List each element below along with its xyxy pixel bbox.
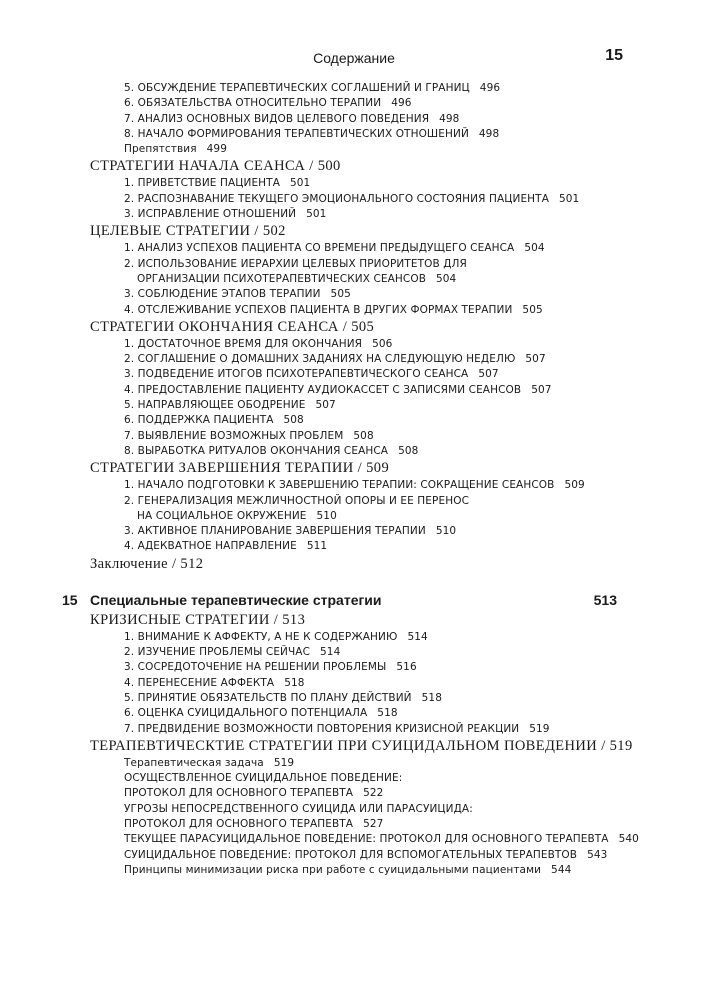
toc-item[interactable]	[0, 81, 708, 96]
toc-item-page: 505	[330, 288, 351, 301]
toc-item[interactable]	[0, 832, 708, 847]
toc-item-title: 7. ВЫЯВЛЕНИЕ ВОЗМОЖНЫХ ПРОБЛЕМ	[124, 429, 344, 442]
toc-item[interactable]	[0, 303, 708, 318]
toc-item[interactable]	[0, 645, 708, 660]
toc-item-title: 8. ВЫРАБОТКА РИТУАЛОВ ОКОНЧАНИЯ СЕАНСА	[124, 444, 389, 457]
toc-item-page: 508	[283, 414, 304, 427]
toc-item-page: 514	[407, 630, 428, 643]
toc-item[interactable]	[0, 383, 708, 398]
toc-section-heading[interactable]: СТРАТЕГИИ ОКОНЧАНИЯ СЕАНСА / 505	[90, 318, 375, 335]
toc-item-title: СУИЦИДАЛЬНОЕ ПОВЕДЕНИЕ: ПРОТОКОЛ ДЛЯ ВСПОМОГАТЕЛЬНЫХ ТЕРАПЕВТОВ	[124, 848, 578, 861]
toc-item[interactable]	[0, 287, 708, 302]
chapter-number: 15	[62, 591, 78, 608]
toc-item-title: 1. ПРИВЕТСТВИЕ ПАЦИЕНТА	[124, 177, 280, 190]
toc-item-page: 507	[478, 368, 499, 381]
toc-item-title: НА СОЦИАЛЬНОЕ ОКРУЖЕНИЕ	[137, 509, 307, 522]
toc-item-page: 544	[551, 863, 572, 876]
toc-item[interactable]	[0, 352, 708, 367]
toc-item-page: 507	[525, 353, 546, 366]
toc-section-heading[interactable]: КРИЗИСНЫЕ СТРАТЕГИИ / 513	[90, 611, 306, 628]
toc-item-title: 4. ОТСЛЕЖИВАНИЕ УСПЕХОВ ПАЦИЕНТА В ДРУГИХ ФОРМАХ ТЕРАПИИ	[124, 303, 513, 316]
toc-item[interactable]	[0, 127, 708, 142]
toc-item-title: 2. ГЕНЕРАЛИЗАЦИЯ МЕЖЛИЧНОСТНОЙ ОПОРЫ И ЕЕ ПЕРЕНОС	[124, 494, 469, 507]
toc-item[interactable]	[0, 337, 708, 352]
toc-item-title: УГРОЗЫ НЕПОСРЕДСТВЕННОГО СУИЦИДА ИЛИ ПАРАСУИЦИДА:	[124, 802, 473, 815]
toc-item[interactable]	[0, 142, 708, 157]
toc-item-title: 6. ПОДДЕРЖКА ПАЦИЕНТА	[124, 414, 274, 427]
toc-item-page: 505	[522, 303, 543, 316]
toc-conclusion[interactable]: Заключение / 512	[90, 555, 204, 572]
toc-item-title: 3. СОБЛЮДЕНИЕ ЭТАПОВ ТЕРАПИИ	[124, 288, 321, 301]
toc-item-page: 518	[284, 676, 305, 689]
toc-item-title: Препятствия	[124, 143, 197, 156]
toc-item-page: 510	[316, 509, 337, 522]
toc-item[interactable]	[0, 429, 708, 444]
toc-item-title: 5. ОБСУЖДЕНИЕ ТЕРАПЕВТИЧЕСКИХ СОГЛАШЕНИЙ И ГРАНИЦ	[124, 82, 470, 94]
toc-item[interactable]	[0, 96, 708, 111]
toc-item[interactable]	[0, 722, 708, 737]
toc-item-page: 540	[618, 833, 639, 846]
toc-item[interactable]	[0, 848, 708, 863]
toc-item-page: 514	[320, 646, 341, 659]
toc-item-title: 3. ИСПРАВЛЕНИЕ ОТНОШЕНИЙ	[124, 208, 297, 221]
toc-item[interactable]	[0, 112, 708, 127]
toc-item-page: 518	[377, 707, 398, 720]
toc-item[interactable]	[0, 207, 708, 222]
toc-item[interactable]	[0, 257, 708, 272]
toc-item-title: 4. АДЕКВАТНОЕ НАПРАВЛЕНИЕ	[124, 540, 297, 553]
toc-item-title: ОСУЩЕСТВЛЕННОЕ СУИЦИДАЛЬНОЕ ПОВЕДЕНИЕ:	[124, 772, 403, 785]
toc-item-title: 2. РАСПОЗНАВАНИЕ ТЕКУЩЕГО ЭМОЦИОНАЛЬНОГО СОСТОЯНИЯ ПАЦИЕНТА	[124, 192, 549, 205]
toc-item-page: 510	[435, 525, 457, 538]
toc-item-continuation[interactable]	[0, 509, 708, 524]
toc-item-title: 1. ДОСТАТОЧНОЕ ВРЕМЯ ДЛЯ ОКОНЧАНИЯ	[124, 337, 363, 350]
toc-item-title: ПРОТОКОЛ ДЛЯ ОСНОВНОГО ТЕРАПЕВТА	[124, 817, 354, 830]
toc-section-heading[interactable]: ЦЕЛЕВЫЕ СТРАТЕГИИ / 502	[90, 223, 286, 240]
toc-item-title: ТЕКУЩЕЕ ПАРАСУИЦИДАЛЬНОЕ ПОВЕДЕНИЕ: ПРОТОКОЛ ДЛЯ ОСНОВНОГО ТЕРАПЕВТА	[124, 833, 609, 846]
toc-item[interactable]	[0, 176, 708, 191]
toc-item-title: ОРГАНИЗАЦИИ ПСИХОТЕРАПЕВТИЧЕСКИХ СЕАНСОВ	[137, 272, 426, 285]
toc-item-title: 2. СОГЛАШЕНИЕ О ДОМАШНИХ ЗАДАНИЯХ НА СЛЕДУЮЩУЮ НЕДЕЛЮ	[124, 353, 516, 366]
toc-item-title: 6. ОБЯЗАТЕЛЬСТВА ОТНОСИТЕЛЬНО ТЕРАПИИ	[124, 97, 382, 110]
toc-item[interactable]	[0, 660, 708, 675]
toc-item-page: 527	[363, 817, 384, 830]
toc-item-title: 1. АНАЛИЗ УСПЕХОВ ПАЦИЕНТА СО ВРЕМЕНИ ПРЕДЫДУЩЕГО СЕАНСА	[124, 242, 515, 255]
toc-item-title: 5. ПРИНЯТИЕ ОБЯЗАТЕЛЬСТВ ПО ПЛАНУ ДЕЙСТВИЙ	[124, 691, 412, 704]
toc-section-heading[interactable]: СТРАТЕГИИ НАЧАЛА СЕАНСА / 500	[90, 158, 341, 175]
toc-item-page: 508	[398, 444, 419, 457]
toc-item-page: 508	[353, 429, 374, 442]
toc-item[interactable]	[0, 706, 708, 721]
toc-item-title: 4. ПРЕДОСТАВЛЕНИЕ ПАЦИЕНТУ АУДИОКАССЕТ С ЗАПИСЯМИ СЕАНСОВ	[124, 383, 522, 396]
toc-section-heading[interactable]: СТРАТЕГИИ ЗАВЕРШЕНИЯ ТЕРАПИИ / 509	[90, 460, 390, 477]
toc-item-page: 519	[273, 756, 295, 769]
toc-item-page: 498	[478, 127, 500, 140]
toc-item[interactable]	[0, 771, 708, 786]
toc-item-title: 1. НАЧАЛО ПОДГОТОВКИ К ЗАВЕРШЕНИЮ ТЕРАПИИ: СОКРАЩЕНИЕ СЕАНСОВ	[124, 479, 555, 492]
toc-item[interactable]	[0, 444, 708, 459]
toc-item-title: Принципы минимизации риска при работе с суицидальными пациентами	[124, 863, 542, 876]
toc-item-page: 522	[363, 787, 384, 800]
toc-item-title: 3. ПОДВЕДЕНИЕ ИТОГОВ ПСИХОТЕРАПЕВТИЧЕСКОГО СЕАНСА	[124, 368, 469, 381]
toc-item[interactable]	[0, 494, 708, 509]
toc-item[interactable]	[0, 630, 708, 645]
toc-item-title: 3. АКТИВНОЕ ПЛАНИРОВАНИЕ ЗАВЕРШЕНИЯ ТЕРАПИИ	[124, 525, 426, 538]
toc-item[interactable]	[0, 398, 708, 413]
toc-item-title: Терапевтическая задача	[124, 756, 264, 769]
toc-item-title: 5. НАПРАВЛЯЮЩЕЕ ОБОДРЕНИЕ	[124, 399, 306, 412]
chapter-heading[interactable]	[0, 589, 708, 611]
toc-item[interactable]	[0, 241, 708, 256]
toc-item[interactable]	[0, 413, 708, 428]
toc-item[interactable]	[0, 863, 708, 878]
toc-item-page: 499	[206, 143, 227, 156]
toc-item-continuation[interactable]	[0, 786, 708, 801]
toc-item[interactable]	[0, 756, 708, 771]
toc-item-page: 543	[587, 848, 608, 861]
toc-item-title: ПРОТОКОЛ ДЛЯ ОСНОВНОГО ТЕРАПЕВТА	[124, 787, 354, 800]
toc-item-page: 516	[396, 661, 417, 674]
toc-item-title: 3. СОСРЕДОТОЧЕНИЕ НА РЕШЕНИИ ПРОБЛЕМЫ	[124, 661, 387, 674]
toc-content	[0, 81, 708, 878]
toc-item-page: 496	[391, 97, 412, 110]
toc-item[interactable]	[0, 192, 708, 207]
toc-item[interactable]	[0, 478, 708, 493]
toc-item[interactable]	[0, 691, 708, 706]
toc-item-page: 501	[289, 177, 311, 190]
toc-item-page: 507	[531, 383, 552, 396]
toc-item-page: 498	[439, 112, 460, 125]
toc-item-title: 7. ПРЕДВИДЕНИЕ ВОЗМОЖНОСТИ ПОВТОРЕНИЯ КРИЗИСНОЙ РЕАКЦИИ	[124, 722, 520, 735]
toc-item-page: 506	[372, 337, 393, 350]
toc-item-continuation[interactable]	[0, 817, 708, 832]
toc-item-title: 2. ИЗУЧЕНИЕ ПРОБЛЕМЫ СЕЙЧАС	[124, 646, 311, 659]
toc-item-title: 8. НАЧАЛО ФОРМИРОВАНИЯ ТЕРАПЕВТИЧЕСКИХ ОТНОШЕНИЙ	[124, 127, 469, 140]
toc-item-page: 501	[558, 192, 580, 205]
toc-item[interactable]	[0, 367, 708, 382]
toc-item-page: 504	[436, 272, 457, 285]
toc-section-heading[interactable]: ТЕРАПЕВТИЧЕСКТИЕ СТРАТЕГИИ ПРИ СУИЦИДАЛЬНОМ ПОВЕДЕНИИ / 519	[90, 737, 633, 754]
toc-item-title: 7. АНАЛИЗ ОСНОВНЫХ ВИДОВ ЦЕЛЕВОГО ПОВЕДЕНИЯ	[124, 112, 430, 125]
toc-item[interactable]	[0, 802, 708, 817]
toc-item[interactable]	[0, 539, 708, 554]
toc-item-page: 519	[529, 722, 550, 735]
toc-item-page: 504	[524, 242, 545, 255]
toc-item[interactable]	[0, 524, 708, 539]
toc-item-page: 496	[479, 82, 501, 94]
toc-item-title: 2. ИСПОЛЬЗОВАНИЕ ИЕРАРХИИ ЦЕЛЕВЫХ ПРИОРИТЕТОВ ДЛЯ	[124, 257, 467, 270]
toc-item-page: 509	[564, 479, 585, 492]
toc-item-title: 6. ОЦЕНКА СУИЦИДАЛЬНОГО ПОТЕНЦИАЛА	[124, 707, 368, 720]
toc-item-page: 518	[421, 691, 442, 704]
toc-item-continuation[interactable]	[0, 272, 708, 287]
toc-item-page: 511	[306, 540, 328, 553]
toc-item-page: 501	[306, 208, 327, 221]
toc-item-page: 507	[315, 399, 336, 412]
header-page-number: 15	[605, 47, 623, 64]
chapter-title: Специальные терапевтические стратегии	[90, 591, 382, 608]
toc-item[interactable]	[0, 676, 708, 691]
toc-item-title: 1. ВНИМАНИЕ К АФФЕКТУ, А НЕ К СОДЕРЖАНИЮ	[124, 630, 398, 643]
toc-item-title: 4. ПЕРЕНЕСЕНИЕ АФФЕКТА	[124, 676, 275, 689]
header-title: Содержание	[313, 50, 395, 66]
chapter-page: 513	[593, 591, 617, 608]
